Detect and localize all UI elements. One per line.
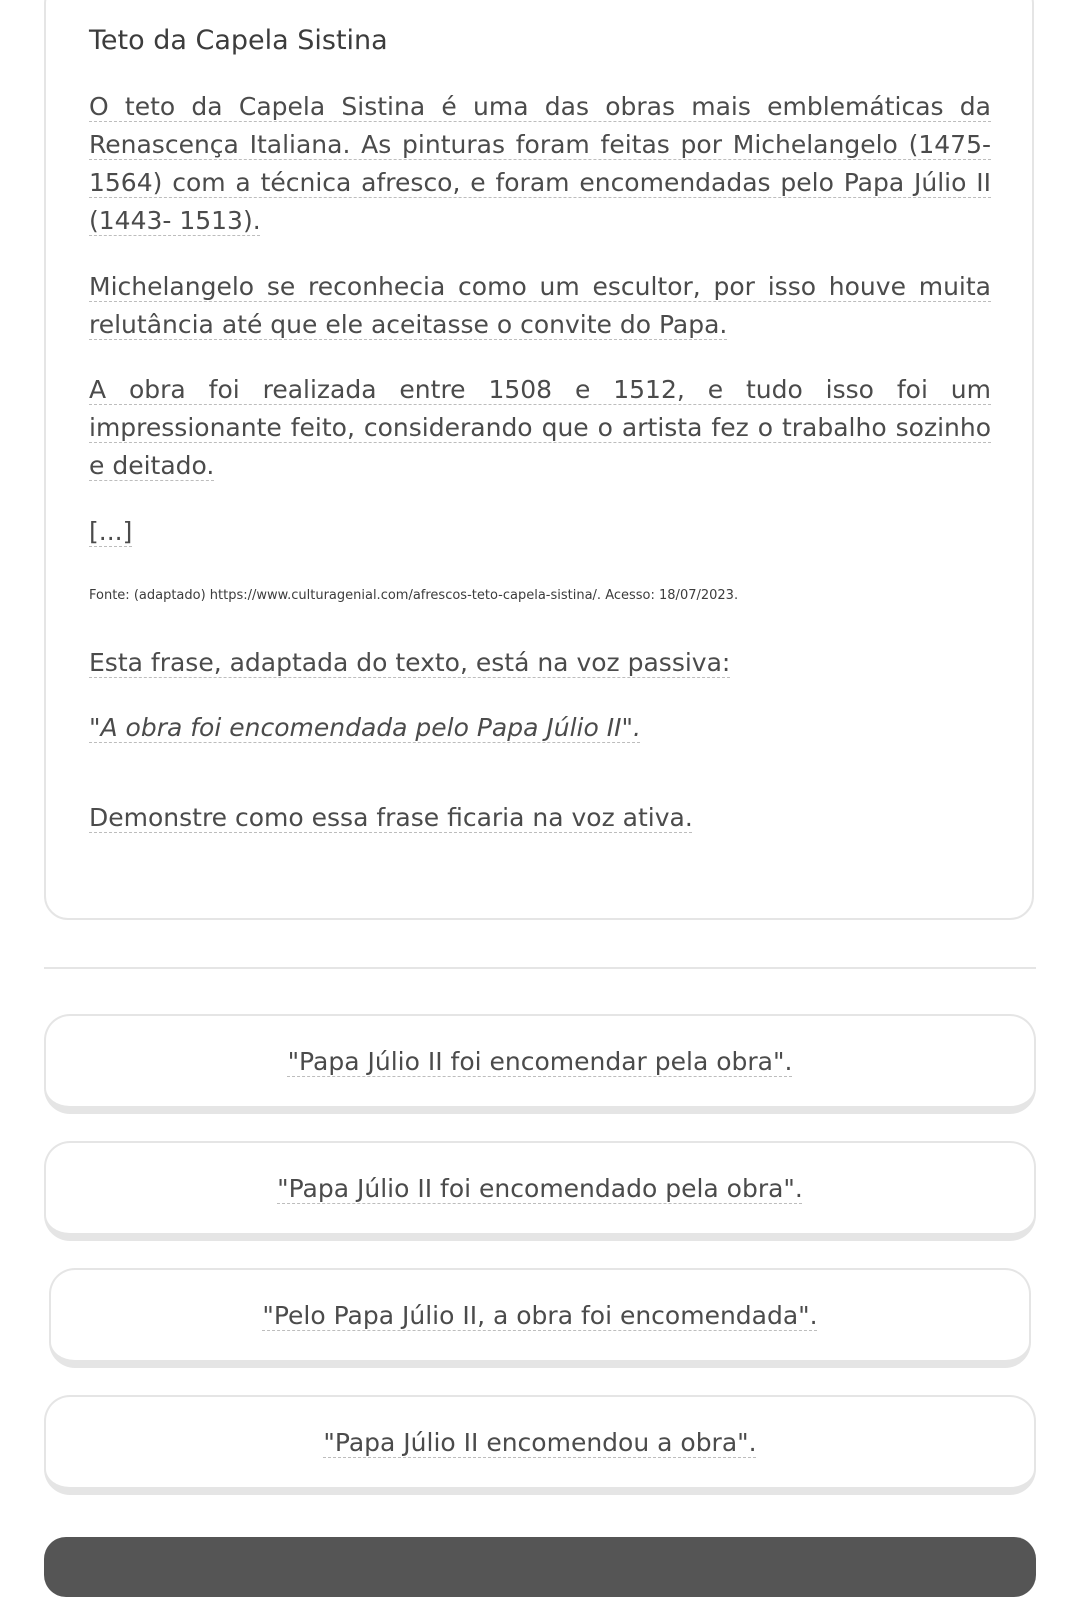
passage-paragraph-3[interactable]: A obra foi realizada entre 1508 e 1512, e tudo isso foi um impressionante feito, considerando que o artista fez o trabalho sozinho e deitado. xyxy=(89,375,991,480)
divider xyxy=(44,967,1036,969)
answer-option-4[interactable] xyxy=(44,1395,1036,1495)
answer-option-label: "Pelo Papa Júlio II, a obra foi encomendada". xyxy=(262,1300,818,1330)
answer-option-2[interactable] xyxy=(44,1141,1036,1241)
question-sentence[interactable]: "A obra foi encomendada pelo Papa Júlio II". xyxy=(89,713,641,742)
answer-option-3[interactable] xyxy=(49,1268,1031,1368)
passage-source: Fonte: (adaptado) https://www.culturagenial.com/afrescos-teto-capela-sistina/. Acesso: 18/07/2023. xyxy=(89,588,739,603)
answer-option-label: "Papa Júlio II foi encomendar pela obra". xyxy=(287,1046,793,1076)
answer-option-label: "Papa Júlio II foi encomendado pela obra". xyxy=(277,1173,803,1203)
question-intro[interactable]: Esta frase, adaptada do texto, está na voz passiva: xyxy=(89,648,731,677)
passage-title: Teto da Capela Sistina xyxy=(89,25,388,56)
answer-option-label: "Papa Júlio II encomendou a obra". xyxy=(323,1427,757,1457)
check-button[interactable] xyxy=(44,1537,1036,1597)
passage-paragraph-2[interactable]: Michelangelo se reconhecia como um escultor, por isso houve muita relutância até que ele aceitasse o convite do Papa. xyxy=(89,272,991,339)
passage-paragraph-1[interactable]: O teto da Capela Sistina é uma das obras mais emblemáticas da Renascença Italiana. As pinturas foram feitas por Michelangelo (1475-1564) com a técnica afresco, e foram encomendadas pelo Papa Júlio II (1443- 1513). xyxy=(89,92,991,235)
answer-option-1[interactable] xyxy=(44,1014,1036,1114)
question-instruction[interactable]: Demonstre como essa frase ficaria na voz ativa. xyxy=(89,803,693,832)
passage-ellipsis[interactable]: [...] xyxy=(89,517,133,546)
